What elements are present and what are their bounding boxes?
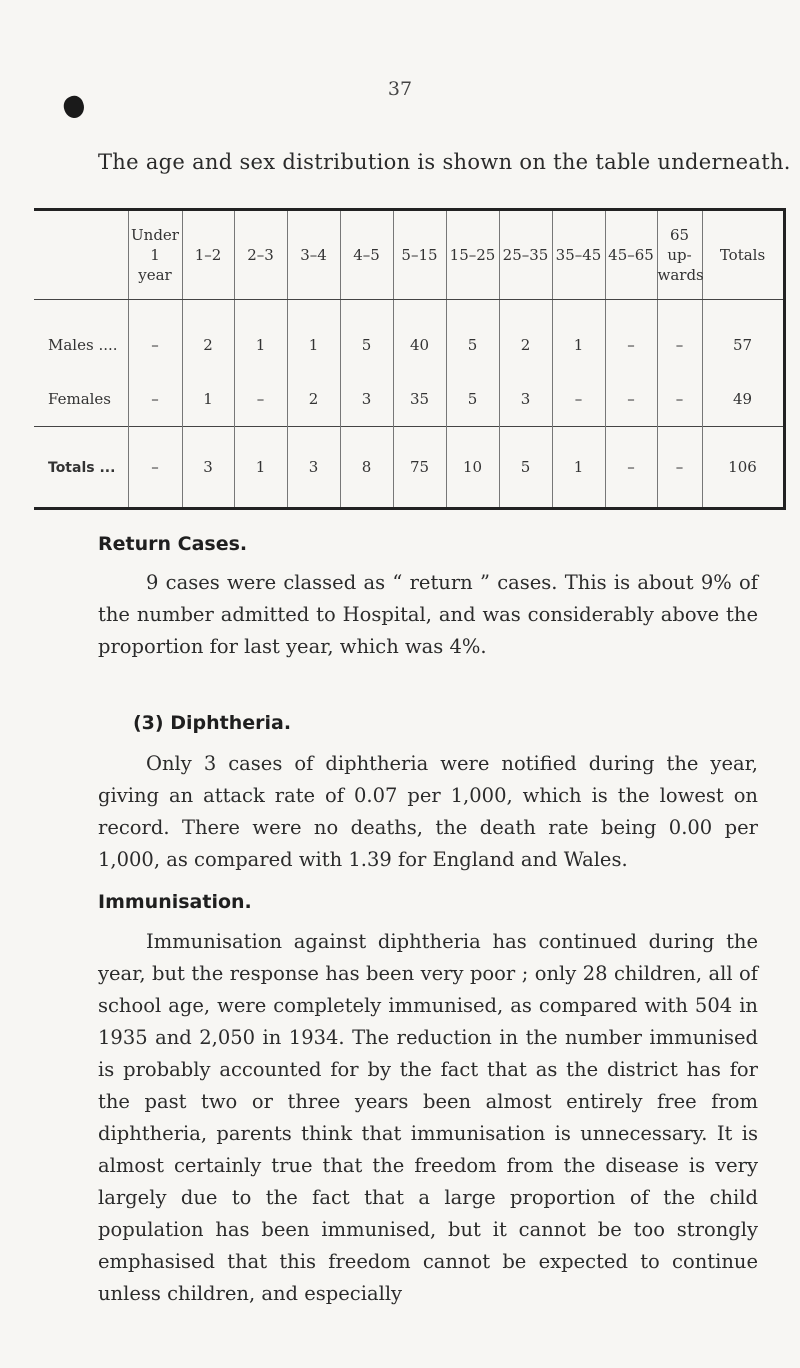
table-cell: 2 [182,300,234,373]
table-cell: 1 [182,372,234,427]
table-cell: 2 [287,372,340,427]
table-cell: – [128,427,182,509]
table-cell: – [128,372,182,427]
table-cell: 1 [552,300,605,373]
table-cell: 5 [499,427,552,509]
table-cell: – [657,372,702,427]
column-header: 4–5 [340,210,393,300]
row-label: Males .... [48,336,118,354]
table-cell: 2 [499,300,552,373]
column-header: 1–2 [182,210,234,300]
table-cell: – [128,300,182,373]
table-cell: – [605,427,657,509]
table-cell: 1 [234,300,287,373]
row-label: Totals ... [34,427,128,509]
table-header-row [34,210,784,300]
table-cell: – [657,427,702,509]
diphtheria-paragraph: Only 3 cases of diphtheria were notified during the year, giving an attack rate of 0.07 per 1,000, which is the lowest on record. There were no deaths, the death rate being 0.00 per 1,000, as compared with 1.39 for England and Wales. [98,752,758,871]
immunisation-heading: Immunisation. [98,891,252,913]
table-cell: 8 [340,427,393,509]
table-cell: 3 [340,372,393,427]
table-cell: 57 [702,300,784,373]
table-cell: 3 [182,427,234,509]
table-row [34,300,784,373]
table-cell: 5 [340,300,393,373]
immunisation-paragraph: Immunisation against diphtheria has continued during the year, but the response has been very poor ; only 28 children, all of school age, were completely immunised, as compared with 504 in 1935 and 2,050 in 1934. The reduction in the number immunised is probably accounted for by the fact that as the district has for the past two or three years been almost entirely free from diphtheria, parents think that immunisation is unnecessary. It is almost certainly true that the freedom from the disease is very largely due to the fact that a large proportion of the child population has been immunised, but it cannot be too strongly emphasised that this freedom cannot be expected to continue unless children, and especially [98,930,758,1305]
column-header: 65 up- wards [657,210,702,300]
return-cases-heading: Return Cases. [98,533,248,555]
table-cell: 1 [234,427,287,509]
table-cell: 3 [287,427,340,509]
column-header: 2–3 [234,210,287,300]
column-header: 25–35 [499,210,552,300]
column-header: Totals [702,210,784,300]
column-header: 5–15 [393,210,446,300]
table-cell: 49 [702,372,784,427]
header-blank [34,210,128,300]
table-cell: 106 [702,427,784,509]
table-cell: 75 [393,427,446,509]
return-cases-paragraph: 9 cases were classed as “ return ” cases. This is about 9% of the number admitted to Hospital, and was considerably above the proportion for last year, which was 4%. [98,571,758,658]
table-cell: 40 [393,300,446,373]
column-header: 35–45 [552,210,605,300]
table-cell: 35 [393,372,446,427]
totals-row [34,427,784,509]
column-header: 3–4 [287,210,340,300]
table-cell: – [234,372,287,427]
age-sex-distribution-table [34,208,786,510]
table-cell: 1 [552,427,605,509]
table-cell: 10 [446,427,499,509]
table-cell: – [605,300,657,373]
table-cell: – [605,372,657,427]
table-cell: 3 [499,372,552,427]
column-header: Under 1 year [128,210,182,300]
table-cell: 1 [287,300,340,373]
table-row [34,372,784,427]
table-cell: – [657,300,702,373]
table-cell: 5 [446,372,499,427]
table-cell: – [552,372,605,427]
page-number: 37 [387,78,413,100]
intro-sentence: The age and sex distribution is shown on the table underneath. [98,150,791,174]
diphtheria-heading: (3) Diphtheria. [133,712,292,734]
row-label: Females [48,390,112,408]
table-cell: 5 [446,300,499,373]
column-header: 45–65 [605,210,657,300]
column-header: 15–25 [446,210,499,300]
